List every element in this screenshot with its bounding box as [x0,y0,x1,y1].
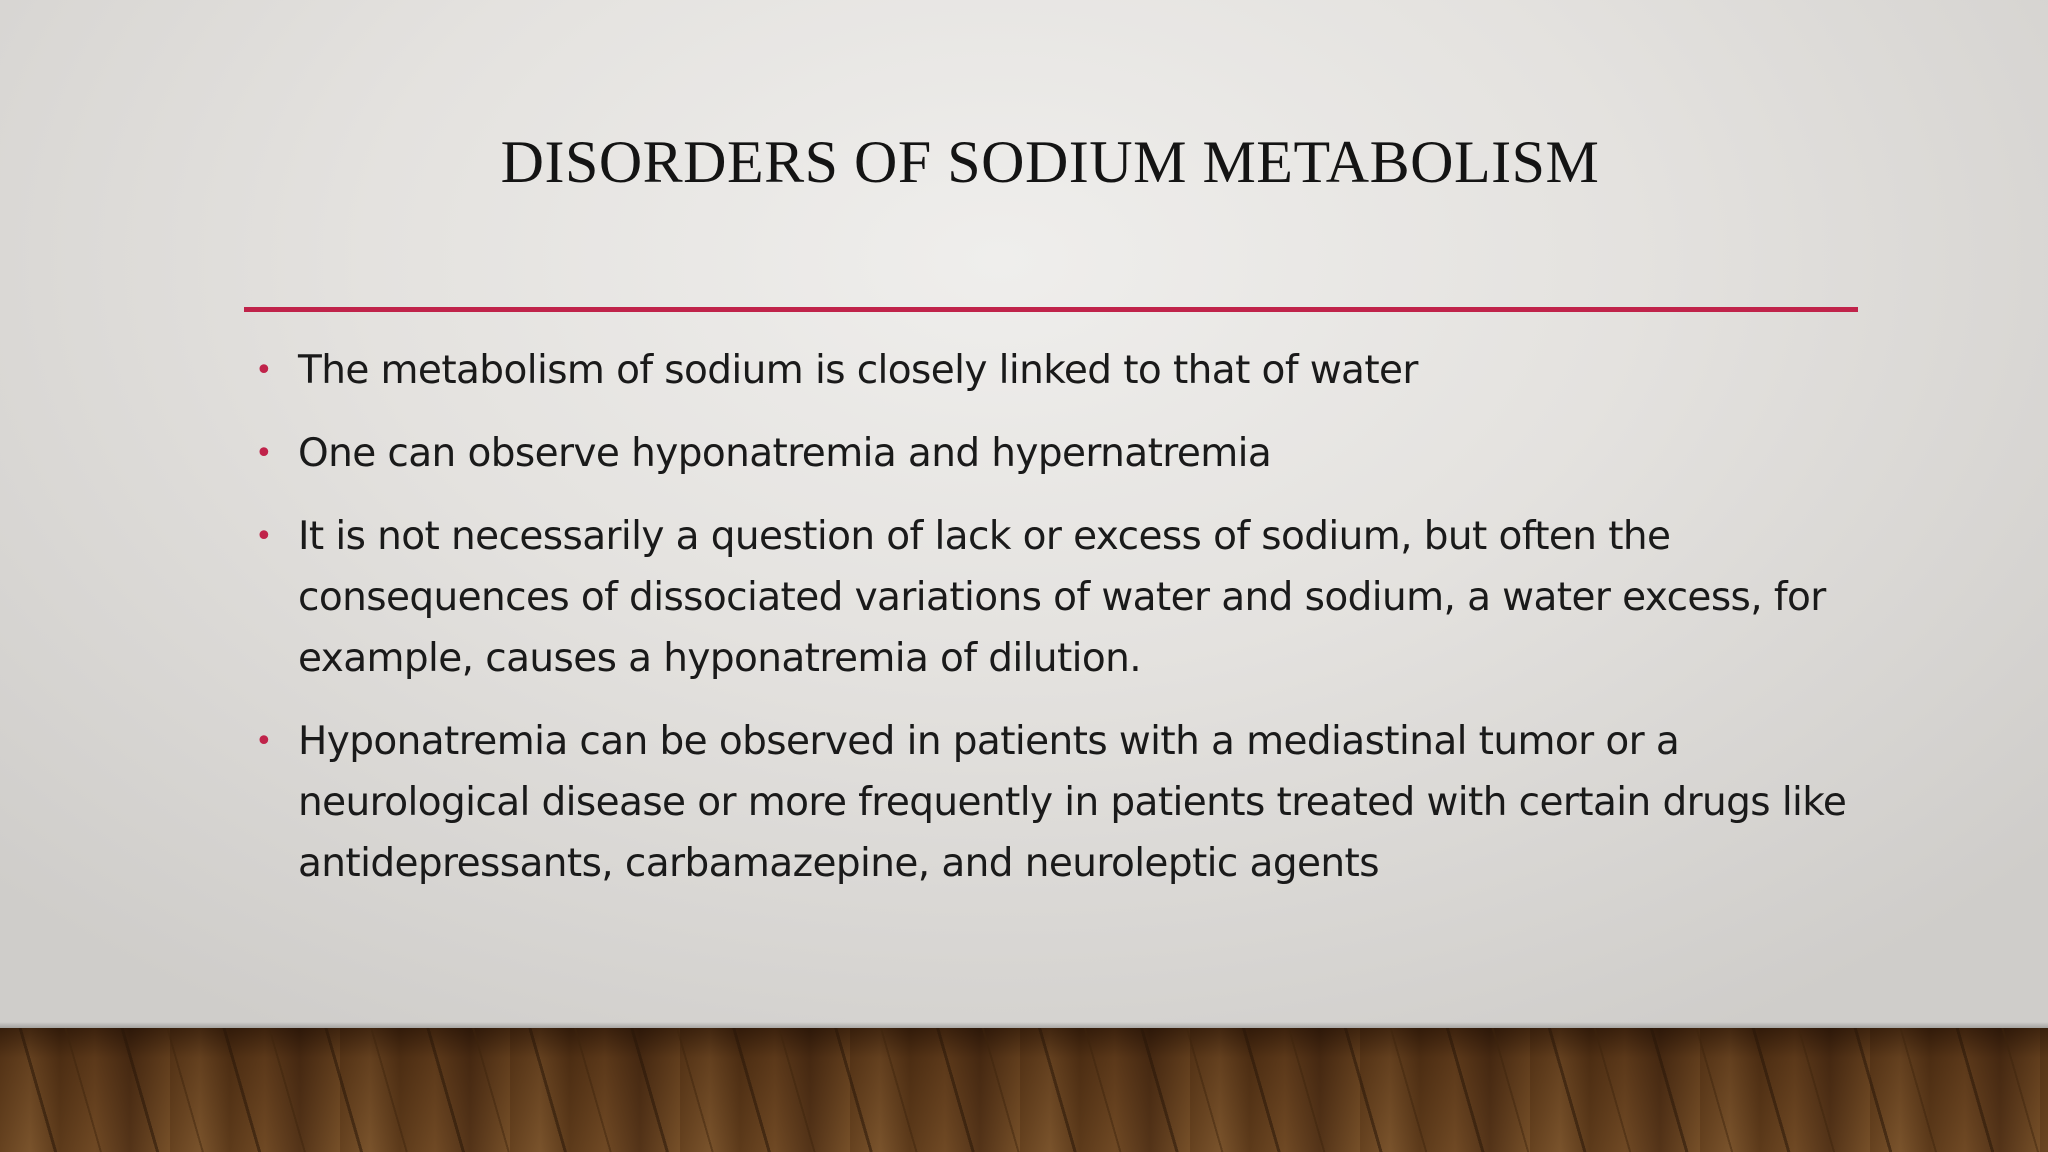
bullet-dot-icon: • [255,724,273,759]
bullet-dot-icon: • [255,519,273,554]
bullet-item [255,340,1875,401]
bullet-dot-icon: • [255,436,273,471]
bullet-item [255,423,1875,484]
bullet-text: It is not necessarily a question of lack or excess of sodium, but often the consequences of dissociated variations of water and sodium, a water excess, for example, causes a hyponatremia of dilution. [298,514,1826,681]
bullet-text: One can observe hyponatremia and hypernatremia [298,431,1272,476]
bullet-text: Hyponatremia can be observed in patients with a mediastinal tumor or a neurological disease or more frequently in patients treated with certain drugs like antidepressants, carbamazepine, and neuroleptic agents [298,719,1847,886]
bullet-dot-icon: • [255,353,273,388]
bullet-list [255,340,1875,916]
slide-title: DISORDERS OF SODIUM METABOLISM [500,129,1600,195]
bullet-text: The metabolism of sodium is closely linked to that of water [298,348,1418,393]
title-divider [244,307,1858,312]
bullet-item [255,711,1875,894]
bullet-item [255,506,1875,689]
wood-floor-background [0,1028,2048,1152]
